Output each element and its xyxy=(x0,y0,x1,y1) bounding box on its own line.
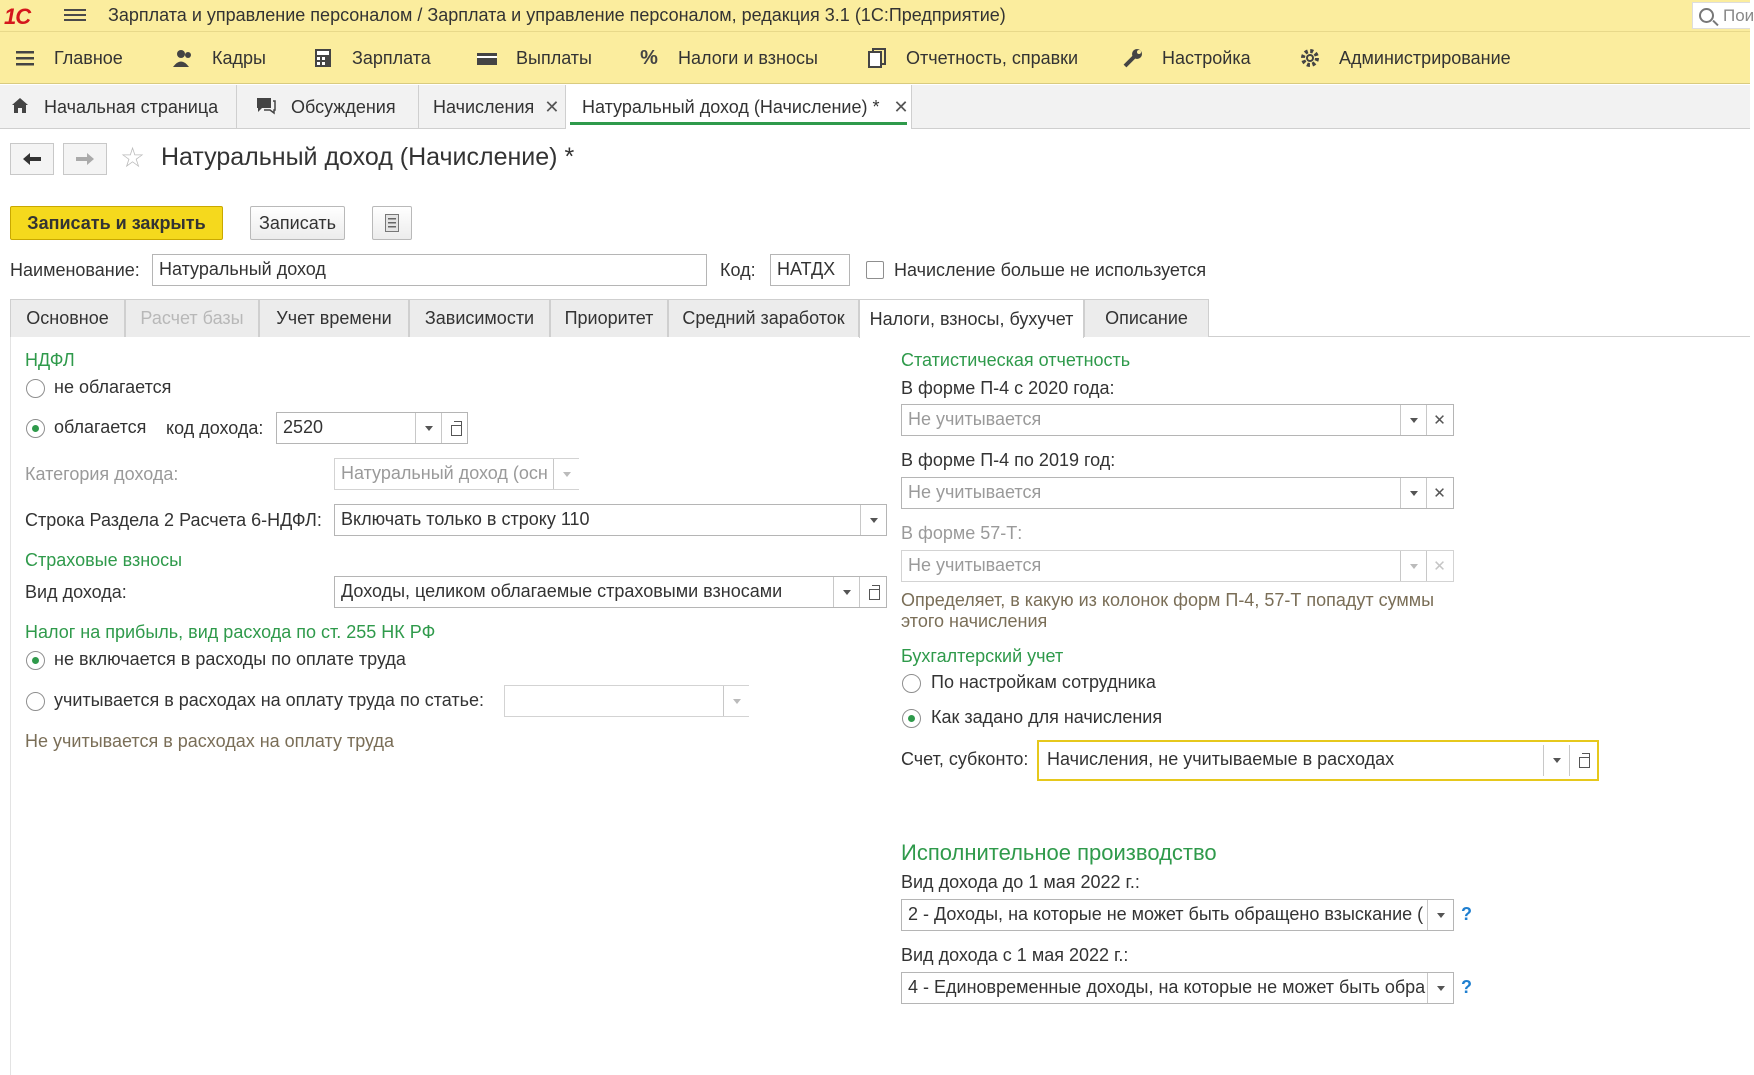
section-settings[interactable]: Настройка xyxy=(1122,32,1251,84)
form-title: Натуральный доход (Начисление) * xyxy=(161,143,575,171)
close-icon[interactable]: ✕ xyxy=(893,96,909,117)
back-button[interactable] xyxy=(10,143,54,175)
arrow-right-icon xyxy=(75,152,95,166)
close-icon[interactable]: ✕ xyxy=(544,96,560,117)
open-icon[interactable] xyxy=(441,413,467,443)
section-taxes[interactable]: % Налоги и взносы xyxy=(638,32,818,84)
accounting-header: Бухгалтерский учет xyxy=(901,646,1064,666)
menu-icon xyxy=(14,48,36,68)
stat-header: Статистическая отчетность xyxy=(901,350,1131,370)
tab-natural-income[interactable]: Натуральный доход (Начисление) * ✕ xyxy=(566,85,912,129)
chevron-down-icon[interactable] xyxy=(1400,478,1426,508)
unused-checkbox[interactable] xyxy=(866,261,884,279)
enforcement-header: Исполнительное производство xyxy=(901,840,1217,865)
save-and-close-button[interactable]: Записать и закрыть xyxy=(10,206,223,240)
category-label: Категория дохода: xyxy=(25,464,179,484)
window-title: Зарплата и управление персоналом / Зарплата и управление персоналом, редакция 3.1 (1С:Предприятие) xyxy=(108,5,1006,25)
not-taxed-radio[interactable] xyxy=(26,379,45,398)
as-set-radio[interactable] xyxy=(902,709,921,728)
list-report-icon xyxy=(385,214,399,232)
unused-label: Начисление больше не используется xyxy=(894,260,1207,280)
title-bar xyxy=(0,0,1754,32)
open-icon[interactable] xyxy=(859,577,885,607)
section-personnel[interactable]: Кадры xyxy=(172,32,266,84)
income-code-input[interactable]: 2520 xyxy=(276,412,468,444)
tab-base-calculation: Расчет базы xyxy=(125,299,259,337)
chevron-down-icon xyxy=(1400,551,1426,581)
ndfl-header: НДФЛ xyxy=(25,350,75,370)
search-icon xyxy=(1699,8,1714,23)
sections-panel xyxy=(0,32,1750,84)
home-icon xyxy=(10,96,30,119)
line-select[interactable]: Включать только в строку 110 xyxy=(334,504,887,536)
clear-icon[interactable]: ✕ xyxy=(1426,405,1452,435)
app-logo: 1С xyxy=(4,4,31,29)
tab-home[interactable]: Начальная страница xyxy=(0,85,237,129)
stat-note-line2: этого начисления xyxy=(901,611,1048,631)
tab-main[interactable]: Основное xyxy=(10,299,125,337)
chevron-down-icon[interactable] xyxy=(860,505,886,535)
profit-note: Не учитывается в расходах на оплату труда xyxy=(25,731,394,751)
income-code-label: код дохода: xyxy=(166,418,264,438)
calculator-icon xyxy=(312,48,334,68)
profit-header: Налог на прибыль, вид расхода по ст. 255 НК РФ xyxy=(25,622,436,642)
p4-2020-select[interactable]: Не учитывается ✕ xyxy=(901,404,1454,436)
not-included-radio[interactable] xyxy=(26,651,45,670)
article-select xyxy=(504,685,749,717)
documents-icon xyxy=(866,48,888,68)
help-icon[interactable]: ? xyxy=(1461,977,1472,997)
taxed-radio[interactable] xyxy=(26,419,45,438)
tab-description[interactable]: Описание xyxy=(1084,299,1209,337)
included-label: учитывается в расходах на оплату труда по статье: xyxy=(54,690,484,710)
section-reports[interactable]: Отчетность, справки xyxy=(866,32,1078,84)
chevron-down-icon xyxy=(553,459,579,489)
chevron-down-icon[interactable] xyxy=(1427,973,1453,1003)
open-windows-bar xyxy=(0,85,1750,129)
f57-select: Не учитывается ✕ xyxy=(901,550,1454,582)
not-taxed-label: не облагается xyxy=(54,377,172,397)
chevron-down-icon[interactable] xyxy=(1543,745,1569,776)
section-payments[interactable]: Выплаты xyxy=(476,32,592,84)
tab-average-earnings[interactable]: Средний заработок xyxy=(668,299,859,337)
report-button[interactable] xyxy=(372,206,412,240)
forward-button[interactable] xyxy=(63,143,107,175)
tab-accruals[interactable]: Начисления ✕ xyxy=(419,85,566,129)
tab-time-accounting[interactable]: Учет времени xyxy=(259,299,409,337)
people-icon xyxy=(172,48,194,68)
main-menu-icon[interactable] xyxy=(64,6,86,24)
account-label: Счет, субконто: xyxy=(901,749,1029,769)
p4-2020-label: В форме П-4 с 2020 года: xyxy=(901,378,1115,398)
insurance-header: Страховые взносы xyxy=(25,550,183,570)
included-radio[interactable] xyxy=(26,692,45,711)
income-kind-label: Вид дохода: xyxy=(25,582,127,602)
line-label: Строка Раздела 2 Расчета 6-НДФЛ: xyxy=(25,510,322,530)
category-input: Натуральный доход (осн xyxy=(334,458,579,490)
favorite-star-icon[interactable]: ☆ xyxy=(120,142,146,173)
chevron-down-icon[interactable] xyxy=(1400,405,1426,435)
section-administration[interactable]: Администрирование xyxy=(1299,32,1511,84)
wallet-icon xyxy=(476,48,498,68)
form-tabs xyxy=(10,299,1750,337)
form-border xyxy=(10,337,11,1075)
p4-2019-label: В форме П-4 по 2019 год: xyxy=(901,450,1116,470)
as-set-label: Как задано для начисления xyxy=(931,707,1163,727)
open-icon[interactable] xyxy=(1569,745,1595,776)
clear-icon[interactable]: ✕ xyxy=(1426,478,1452,508)
before-select[interactable]: 2 - Доходы, на которые не может быть обращено взыскание ( xyxy=(901,899,1454,931)
percent-icon: % xyxy=(640,47,658,69)
after-label: Вид дохода с 1 мая 2022 г.: xyxy=(901,945,1129,965)
chat-icon xyxy=(255,96,277,119)
f57-label: В форме 57-Т: xyxy=(901,523,1023,543)
name-input[interactable]: Натуральный доход xyxy=(152,254,707,286)
code-input[interactable]: НАТДХ xyxy=(770,254,850,286)
tab-priority[interactable]: Приоритет xyxy=(550,299,668,337)
p4-2019-select[interactable]: Не учитывается ✕ xyxy=(901,477,1454,509)
gear-icon xyxy=(1299,48,1321,68)
chevron-down-icon[interactable] xyxy=(415,413,441,443)
tab-dependencies[interactable]: Зависимости xyxy=(409,299,550,337)
section-main[interactable]: Главное xyxy=(14,32,123,84)
name-label: Наименование: xyxy=(10,260,140,280)
income-kind-select[interactable]: Доходы, целиком облагаемые страховыми взносами xyxy=(334,576,887,608)
after-select[interactable]: 4 - Единовременные доходы, на которые не может быть обра xyxy=(901,972,1454,1004)
code-label: Код: xyxy=(720,260,756,280)
clear-icon: ✕ xyxy=(1426,551,1452,581)
arrow-left-icon xyxy=(22,152,42,166)
search-input[interactable]: Пои xyxy=(1692,2,1750,29)
chevron-down-icon xyxy=(723,686,749,716)
chevron-down-icon[interactable] xyxy=(833,577,859,607)
tab-taxes-accounting[interactable]: Налоги, взносы, бухучет xyxy=(859,299,1084,338)
tab-discussions[interactable]: Обсуждения xyxy=(237,85,419,129)
chevron-down-icon[interactable] xyxy=(1427,900,1453,930)
account-select[interactable]: Начисления, не учитываемые в расходах xyxy=(1037,740,1599,781)
save-button[interactable]: Записать xyxy=(250,206,345,240)
wrench-icon xyxy=(1122,48,1144,68)
help-icon[interactable]: ? xyxy=(1461,904,1472,924)
by-employee-label: По настройкам сотрудника xyxy=(931,672,1156,692)
section-salary[interactable]: Зарплата xyxy=(312,32,431,84)
not-included-label: не включается в расходы по оплате труда xyxy=(54,649,406,669)
taxed-label: облагается xyxy=(54,417,147,437)
before-label: Вид дохода до 1 мая 2022 г.: xyxy=(901,872,1140,892)
stat-note-line1: Определяет, в какую из колонок форм П-4, 57-Т попадут суммы xyxy=(901,590,1435,610)
by-employee-radio[interactable] xyxy=(902,674,921,693)
